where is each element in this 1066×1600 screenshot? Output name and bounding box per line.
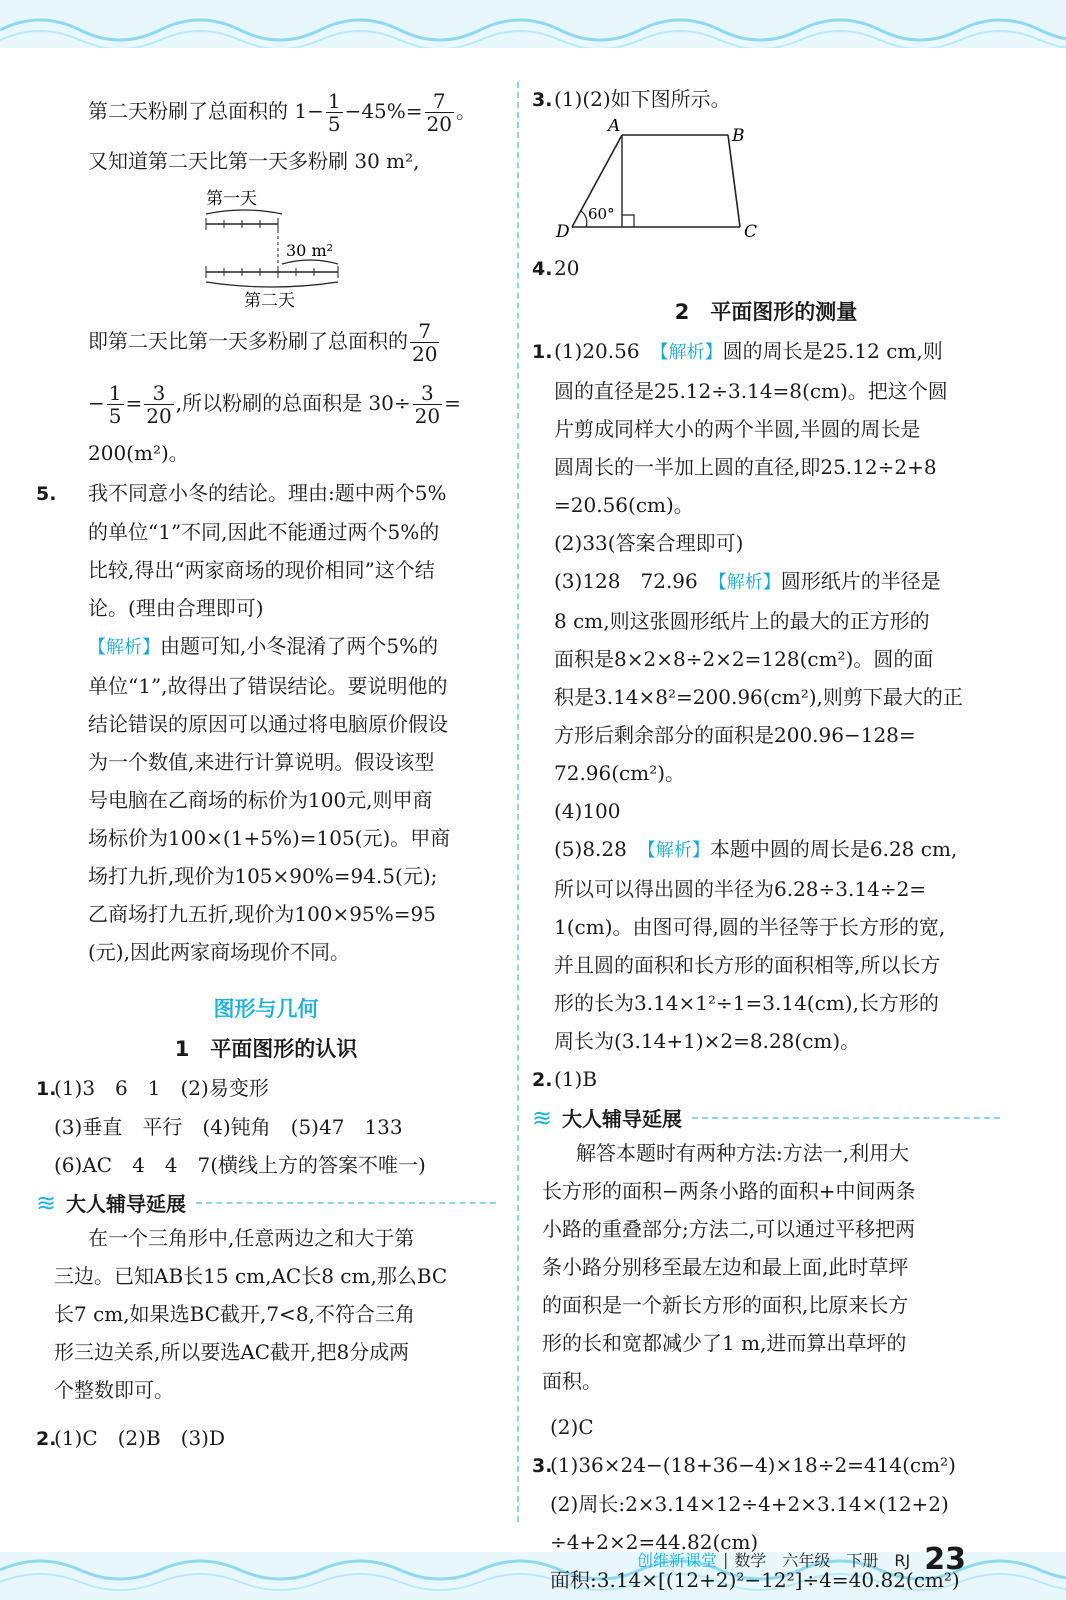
answer-line: 并且圆的面积和长方形的面积相等,所以长方 xyxy=(554,953,941,977)
answer-line: 1(cm)。由图可得,圆的半径等于长方形的宽, xyxy=(554,915,946,939)
question-number: 2. xyxy=(36,1428,57,1450)
answer-line xyxy=(36,310,496,372)
fraction xyxy=(413,382,442,427)
analysis-tag: 【解析】 xyxy=(717,572,781,593)
answer-line xyxy=(532,562,1000,602)
question-number: 3. xyxy=(532,89,553,111)
text: 圆的周长是25.12 cm,则 xyxy=(722,339,943,363)
text: −45%= xyxy=(344,99,423,123)
vertex-d: D xyxy=(556,222,570,242)
text: 圆形纸片的半径是 xyxy=(780,569,941,593)
extension-line: 的面积是一个新长方形的面积,比原来长方 xyxy=(542,1293,909,1317)
difference-label: 30 m² xyxy=(286,241,334,260)
q4-line xyxy=(532,249,1000,288)
answer-line: 比较,得出“两家商场的现价相同”这个结 xyxy=(88,558,435,582)
answer-line: 片剪成同样大小的两个半圆,半圆的周长是 xyxy=(554,417,921,441)
answer-line: 圆周长的一半加上圆的直径,即25.12÷2+8 xyxy=(554,455,937,479)
answer-line: (3)垂直 平行 (4)钝角 (5)47 133 xyxy=(54,1115,403,1139)
subsection-title: 1 平面图形的认识 xyxy=(174,1037,358,1061)
extension-line: 长方形的面积−两条小路的面积+中间两条 xyxy=(542,1179,916,1203)
answer-line: 方形后剩余部分的面积是200.96−128= xyxy=(554,723,916,747)
extension-header xyxy=(532,1103,1000,1132)
denominator: 20 xyxy=(426,112,452,136)
s2q1-first-line xyxy=(532,332,1000,372)
extension-line: 在一个三角形中,任意两边之和大于第 xyxy=(88,1226,415,1250)
extension-line: 解答本题时有两种方法:方法一,利用大 xyxy=(576,1141,910,1165)
analysis-tag: 【解析】 xyxy=(659,342,723,363)
denominator: 20 xyxy=(412,342,438,366)
dashed-rule xyxy=(692,1117,1000,1119)
numerator: 1 xyxy=(327,89,341,113)
extension-line: 条小路分别移至最左边和最上面,此时草坪 xyxy=(542,1255,909,1279)
answer-line: 形的长为3.14×1²÷1=3.14(cm),长方形的 xyxy=(554,991,939,1015)
angle-label: 60° xyxy=(588,205,615,223)
text: (1)C (2)B (3)D xyxy=(54,1426,226,1450)
denominator: 20 xyxy=(146,404,172,428)
day2-label: 第二天 xyxy=(244,291,295,310)
answer-line: (2)C xyxy=(550,1415,594,1439)
text: (1)20.56 xyxy=(554,339,660,363)
vertex-a: A xyxy=(608,119,621,136)
answer-line: 积是3.14×8²=200.96(cm²),则剪下最大的正 xyxy=(554,685,963,709)
s2q3-first-line xyxy=(532,1446,1000,1485)
text: ,所以粉刷的总面积是 30÷ xyxy=(175,391,411,415)
explanation-line: (元),因此两家商场现价不同。 xyxy=(88,940,350,964)
answer-line: ÷4+2×2=44.82(cm) xyxy=(550,1530,759,1554)
q5-first-line xyxy=(36,474,496,513)
numerator: 1 xyxy=(108,381,122,405)
explanation-line: 场打九折,现价为105×90%=94.5(元); xyxy=(88,864,438,888)
text: 我不同意小冬的结论。理由:题中两个5% xyxy=(88,481,447,505)
extension-line: 形三边关系,所以要选AC截开,把8分成两 xyxy=(54,1340,410,1364)
answer-line: 所以可以得出圆的半径为6.28÷3.14÷2= xyxy=(554,877,927,901)
wave-icon: ≋ xyxy=(36,1188,57,1217)
vertex-b: B xyxy=(732,126,745,146)
denominator: 5 xyxy=(108,404,122,428)
answer-line xyxy=(36,372,496,434)
text: (5)8.28 xyxy=(554,837,647,861)
book-info: 数学 六年级 下册 RJ xyxy=(734,1551,911,1570)
denominator: 5 xyxy=(327,112,341,136)
extension-header xyxy=(36,1188,496,1217)
answer-line xyxy=(532,830,1000,870)
answer-line: 72.96(cm²)。 xyxy=(554,761,686,785)
text: − xyxy=(88,391,105,415)
explanation-line: 单位“1”,故得出了错误结论。要说明他的 xyxy=(88,674,448,698)
denominator: 20 xyxy=(414,404,441,428)
text: 由题可知,小冬混淆了两个5%的 xyxy=(160,634,439,658)
analysis-tag: 【解析】 xyxy=(88,637,160,658)
page-number: 23 xyxy=(924,1542,966,1577)
extension-line: 面积。 xyxy=(542,1369,602,1393)
dashed-rule xyxy=(196,1202,496,1204)
fraction xyxy=(107,382,124,427)
explanation-line xyxy=(36,627,496,667)
text: = xyxy=(125,391,143,415)
extension-title: 大人辅导延展 xyxy=(562,1107,682,1131)
page-footer xyxy=(637,1542,966,1577)
answer-line: (2)33(答案合理即可) xyxy=(554,531,744,555)
text: 本题中圆的周长是6.28 cm, xyxy=(709,837,958,861)
extension-line: 长7 cm,如果选BC截开,7<8,不符合三角 xyxy=(54,1302,415,1326)
footer-separator: | xyxy=(723,1550,729,1569)
wave-icon: ≋ xyxy=(532,1103,553,1132)
text: (3)128 72.96 xyxy=(554,569,718,593)
extension-line: 个整数即可。 xyxy=(54,1378,174,1402)
answer-line: 圆的直径是25.12÷3.14=8(cm)。把这个圆 xyxy=(554,379,948,403)
subsection-title: 2 平面图形的测量 xyxy=(674,300,858,324)
question-number: 2. xyxy=(532,1069,553,1091)
s2q2-line xyxy=(532,1060,1000,1099)
fraction xyxy=(425,90,454,135)
question-number: 1. xyxy=(36,1078,57,1100)
answer-line: (2)周长:2×3.14×12÷4+2×3.14×(12+2) xyxy=(550,1492,949,1516)
segment-diagram xyxy=(186,180,486,310)
question-number: 4. xyxy=(532,258,553,280)
question-number: 5. xyxy=(36,483,57,505)
numerator: 3 xyxy=(152,381,166,405)
numerator: 7 xyxy=(432,89,446,113)
text: 20 xyxy=(554,256,580,280)
numerator: 7 xyxy=(418,319,432,343)
answer-line: 论。(理由合理即可) xyxy=(88,596,264,620)
text: 第二天粉刷了总面积的 1− xyxy=(88,99,324,123)
text: (1)36×24−(18+36−4)×18÷2=414(cm²) xyxy=(550,1453,956,1477)
explanation-line: 结论错误的原因可以通过将电脑原价假设 xyxy=(88,712,448,736)
extension-line: 三边。已知AB长15 cm,AC长8 cm,那么BC xyxy=(54,1264,448,1288)
answer-line: 面积是8×2×8÷2×2=128(cm²)。圆的面 xyxy=(554,647,934,671)
text: 。 xyxy=(456,99,476,123)
answer-line: =20.56(cm)。 xyxy=(554,493,694,517)
trapezoid-figure xyxy=(548,119,808,249)
q3-line xyxy=(532,80,1000,119)
extension-line: 小路的重叠部分;方法二,可以通过平移把两 xyxy=(542,1217,916,1241)
text: = xyxy=(444,391,461,415)
analysis-tag: 【解析】 xyxy=(646,840,710,861)
brand-name: 创维新课堂 xyxy=(637,1551,718,1570)
vertex-c: C xyxy=(744,222,758,242)
extension-line: 形的长和宽都减少了1 m,进而算出草坪的 xyxy=(542,1331,907,1355)
section-title: 图形与几何 xyxy=(213,997,319,1021)
column-divider xyxy=(517,82,519,1522)
numerator: 3 xyxy=(421,381,434,405)
fraction xyxy=(410,320,439,365)
question-number: 3. xyxy=(532,1455,553,1477)
fraction xyxy=(144,382,173,427)
s1q2-line xyxy=(36,1419,496,1458)
answer-line: 面积:3.14×[(12+2)²−12²]÷4=40.82(cm²) xyxy=(550,1568,960,1592)
answer-line: (6)AC 4 4 7(横线上方的答案不唯一) xyxy=(54,1153,426,1177)
day1-label: 第一天 xyxy=(206,189,257,209)
extension-title: 大人辅导延展 xyxy=(66,1192,186,1216)
explanation-line: 乙商场打九五折,现价为100×95%=95 xyxy=(88,902,436,926)
fraction xyxy=(326,90,343,135)
left-column xyxy=(36,80,496,1458)
text: (1)B xyxy=(554,1067,598,1091)
text: 即第二天比第一天多粉刷了总面积的 xyxy=(88,329,408,353)
explanation-line: 为一个数值,来进行计算说明。假设该型 xyxy=(88,750,435,774)
answer-line: 又知道第二天比第一天多粉刷 30 m², xyxy=(88,149,420,173)
top-wave-decoration xyxy=(0,0,1066,48)
answer-line: 200(m²)。 xyxy=(88,441,189,465)
explanation-line: 场标价为100×(1+5%)=105(元)。甲商 xyxy=(88,826,451,850)
answer-line: 周长为(3.14+1)×2=8.28(cm)。 xyxy=(554,1029,861,1053)
question-number: 1. xyxy=(532,341,553,363)
answer-line: 8 cm,则这张圆形纸片上的最大的正方形的 xyxy=(554,609,930,633)
s1q1-first-line xyxy=(36,1069,496,1108)
right-column xyxy=(532,80,1000,1599)
text: (1)(2)如下图所示。 xyxy=(554,87,731,111)
text: (1)3 6 1 (2)易变形 xyxy=(54,1076,269,1100)
answer-line xyxy=(36,80,496,142)
answer-line: 的单位“1”不同,因此不能通过两个5%的 xyxy=(88,520,440,544)
answer-line: (4)100 xyxy=(554,799,621,823)
explanation-line: 号电脑在乙商场的标价为100元,则甲商 xyxy=(88,788,433,812)
